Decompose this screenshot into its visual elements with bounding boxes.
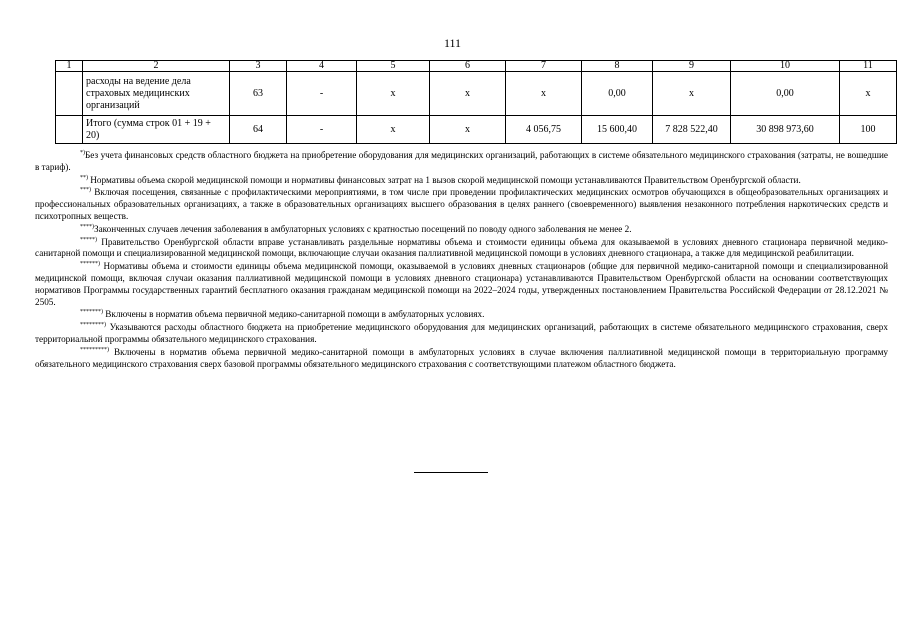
column-header: 3 [230, 61, 287, 72]
footnote-text: Законченных случаев лечения заболевания в амбулаторных условиях с кратностью посещений по поводу одного заболевания не менее 2. [94, 223, 632, 234]
footnote-mark: ****) [80, 223, 94, 230]
table-row [56, 72, 897, 116]
table-cell: 4 056,75 [506, 116, 582, 144]
table-cell: х [430, 72, 506, 116]
footnote-text: Без учета финансовых средств областного бюджета на приобретение оборудования для медицинских организаций, работающих в системе обязательного медицинского страхования (затраты, не вошедшие в тариф). [35, 150, 888, 172]
table-cell: - [287, 116, 357, 144]
table-cell: 15 600,40 [582, 116, 653, 144]
column-header: 2 [83, 61, 230, 72]
footnote-text: Нормативы объема скорой медицинской помощи и нормативы финансовых затрат на 1 вызов скорой медицинской помощи устанавливаются Правительством Оренбургской области. [90, 174, 801, 185]
footnote [35, 261, 888, 308]
footnotes [35, 150, 888, 371]
footnote [35, 150, 888, 174]
divider-line [414, 472, 488, 473]
table-cell: расходы на ведение дела страховых медицинских организаций [83, 72, 230, 116]
table-cell: - [287, 72, 357, 116]
footnote-text: Нормативы объема и стоимости единицы объема медицинской помощи, оказываемой в условиях дневных стационаров (общие для первичной медико-санитарной помощи и специализированной медицинской помощи, включая случаи оказания паллиативной медицинской помощи в условиях дневного стационара) устанавливаются Правительством Оренбургской области на основании соответствующих нормативов Программы государственных гарантий бесплатного оказания гражданам медицинской помощи на 2022–2024 годы, утвержденных постановлением Правительства Российской Федерации от 28.12.2021 № 2505. [35, 261, 888, 307]
page-number: 111 [443, 36, 462, 50]
footnote [35, 309, 888, 321]
table-cell: х [506, 72, 582, 116]
footnote [35, 175, 888, 187]
column-header: 10 [731, 61, 840, 72]
column-header: 7 [506, 61, 582, 72]
footnote [35, 237, 888, 261]
footnote-mark: *) [80, 150, 85, 156]
column-header: 9 [653, 61, 731, 72]
column-header: 8 [582, 61, 653, 72]
table-cell: 7 828 522,40 [653, 116, 731, 144]
table-cell: 100 [840, 116, 897, 144]
footnote-text: Правительство Оренбургской области вправе устанавливать раздельные нормативы объема и стоимости единицы объема для оказываемой в условиях дневного стационара первичной медико-санитарной помощи и специализированной медицинской помощи, включающие случаи оказания паллиативной медицинской помощи в условиях дневного стационара, а также для медицинской реабилитации. [35, 236, 888, 259]
column-header: 1 [56, 61, 83, 72]
footnote [35, 347, 888, 371]
table-header-row [56, 61, 897, 72]
footnote-text: Указываются расходы областного бюджета на приобретение медицинского оборудования для медицинских организаций, работающих в системе обязательного медицинского страхования, сверх территориальной программы обязательного медицинского страхования. [35, 322, 888, 344]
data-table [55, 60, 897, 144]
table-cell: 63 [230, 72, 287, 116]
footnote-mark: *******) [80, 309, 103, 316]
table-cell: 30 898 973,60 [731, 116, 840, 144]
column-header: 6 [430, 61, 506, 72]
table-cell [56, 116, 83, 144]
table-cell: х [430, 116, 506, 144]
table-cell: х [357, 72, 430, 116]
table-cell: х [357, 116, 430, 144]
table-cell: 64 [230, 116, 287, 144]
footnote-mark: *****) [80, 236, 97, 243]
table-row [56, 116, 897, 144]
table-cell: Итого (сумма строк 01 + 19 + 20) [83, 116, 230, 144]
footnote-text: Включая посещения, связанные с профилактическими мероприятиями, в том числе при проведении профилактических медицинских осмотров обучающихся в общеобразовательных организациях и профессиональных образовательных организациях, а также в образовательных организациях высшего образования в целях раннего (своевременного) выявления незаконного потребления наркотических средств и психотропных веществ. [35, 187, 888, 221]
footnote-mark: ********) [80, 322, 106, 329]
column-header: 5 [357, 61, 430, 72]
footnote-text: Включены в норматив объема первичной медико-санитарной помощи в амбулаторных условиях. [105, 309, 485, 320]
column-header: 11 [840, 61, 897, 72]
footnote-mark: ******) [80, 261, 100, 268]
footnote [35, 322, 888, 346]
footnote-mark: **) [80, 174, 88, 181]
table-cell: 0,00 [582, 72, 653, 116]
table-cell [56, 72, 83, 116]
table-cell: х [653, 72, 731, 116]
footnote [35, 187, 888, 222]
footnote-mark: ***) [80, 187, 91, 194]
column-header: 4 [287, 61, 357, 72]
table-cell: 0,00 [731, 72, 840, 116]
footnote-mark: *********) [80, 346, 109, 353]
footnote-text: Включены в норматив объема первичной медико-санитарной помощи в амбулаторных условиях в случае включения паллиативной медицинской помощи в территориальную программу обязательного медицинского страхования сверх базовой программы обязательного медицинского страхования с соответствующими платежом областного бюджета. [35, 346, 888, 369]
table-cell: х [840, 72, 897, 116]
footnote [35, 224, 888, 236]
